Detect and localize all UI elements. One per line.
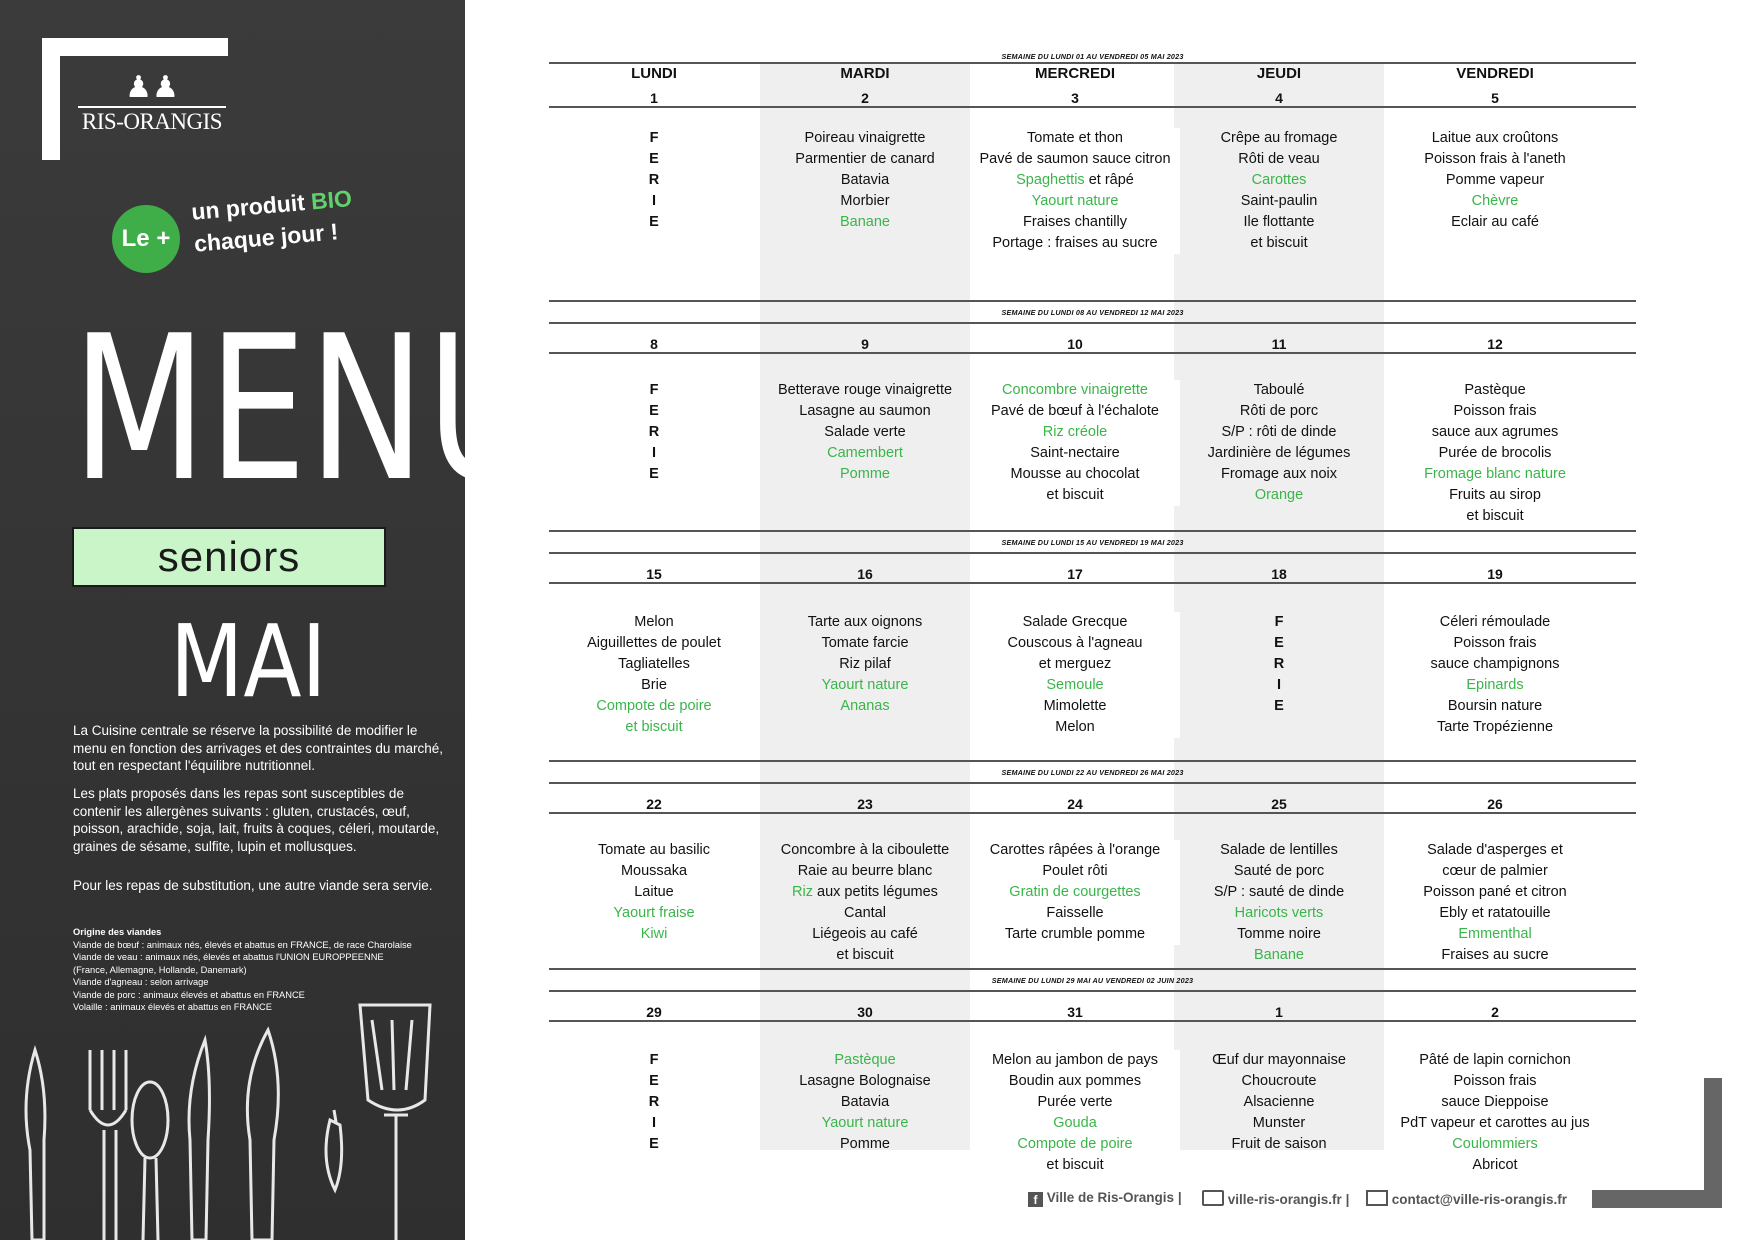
envelope-icon: [1366, 1190, 1388, 1206]
menu-item: Compote de poire: [596, 698, 712, 714]
menu-item: Moussaka: [620, 863, 688, 879]
day-number: 15: [646, 566, 662, 582]
menu-item: Laitue aux croûtons: [1431, 130, 1559, 146]
holiday-letter: E: [1274, 698, 1284, 714]
menu-cell: [760, 1050, 970, 1155]
menu-item: Riz aux petits légumes: [792, 884, 938, 900]
menu-item: sauce champignons: [1430, 656, 1560, 672]
menu-item: Alsacienne: [1243, 1094, 1315, 1110]
menu-item: Gouda: [1053, 1115, 1097, 1131]
holiday-letter: I: [651, 193, 657, 209]
day-number: 25: [1271, 796, 1287, 812]
corner-bracket-bottom: [1592, 1078, 1722, 1208]
menu-item: Sauté de porc: [1233, 863, 1325, 879]
menu-item: Ebly et ratatouille: [1439, 905, 1551, 921]
menu-item: Yaourt nature: [821, 677, 909, 693]
menu-item: Brie: [641, 677, 667, 693]
holiday-letter: F: [649, 130, 659, 146]
menu-item: Tomate et thon: [1027, 130, 1123, 146]
week-label: SEMAINE DU LUNDI 01 AU VENDREDI 05 MAI 2023: [1001, 52, 1184, 61]
menu-item: Haricots verts: [1234, 905, 1324, 921]
menu-item: Rôti de veau: [1238, 151, 1320, 167]
menu-item: Melon: [1055, 719, 1095, 735]
menu-item: Tomate farcie: [821, 635, 909, 651]
menu-item: Riz pilaf: [839, 656, 891, 672]
menu-item: Pastèque: [834, 1052, 896, 1068]
meat-origin: Origine des viandes Viande de bœuf : animaux nés, élevés et abattus en FRANCE, de race Charolaise Viande de veau : animaux nés, élevés et abattus l'UNION EUROPPEENNE (France, Allemagne, Hollande, Danemark) Viande d'agneau : selon arrivage Viande de porc : animaux élevés et abattus en FRANCE Volaille : animaux élevés et abattus en FRANCE: [73, 926, 463, 1014]
menu-item: Mimolette: [1043, 698, 1107, 714]
day-number: 31: [1067, 1004, 1083, 1020]
day-header-vendredi: VENDREDI: [1456, 65, 1534, 82]
menu-item: Poisson pané et citron: [1423, 884, 1567, 900]
menu-item: Choucroute: [1241, 1073, 1317, 1089]
utensils-illustration: [0, 990, 465, 1240]
day-number: 2: [1491, 1004, 1499, 1020]
menu-cell: [1390, 840, 1600, 966]
menu-item: Semoule: [1046, 677, 1104, 693]
menu-item: Chèvre: [1471, 193, 1519, 209]
menu-item: Mousse au chocolat: [1010, 466, 1140, 482]
menu-item: et biscuit: [1250, 235, 1308, 251]
menu-item: Poisson frais: [1453, 403, 1537, 419]
menu-item: Camembert: [827, 445, 903, 461]
holiday-letter: I: [1276, 677, 1282, 693]
menu-item: Concombre vinaigrette: [1002, 382, 1148, 398]
menu-item: Purée verte: [1037, 1094, 1113, 1110]
menu-item: Salade verte: [824, 424, 906, 440]
week-date-line: [549, 812, 1636, 814]
menu-item: Salade d'asperges et: [1427, 842, 1563, 858]
menu-cell: [760, 840, 970, 966]
menu-cell: [1390, 128, 1600, 233]
menu-item: Poulet rôti: [1042, 863, 1108, 879]
menu-cell: [1174, 840, 1384, 966]
week-separator: [549, 300, 1636, 302]
substitution-text: Pour les repas de substitution, une autre viande sera servie.: [73, 878, 433, 893]
menu-item: Carottes râpées à l'orange: [989, 842, 1161, 858]
menu-item: et biscuit: [1046, 487, 1104, 503]
menu-item: Banane: [840, 214, 890, 230]
menu-item: Melon au jambon de pays: [991, 1052, 1159, 1068]
menu-cell: [970, 128, 1180, 254]
menu-item: Compote de poire: [1017, 1136, 1133, 1152]
week-label: SEMAINE DU LUNDI 22 AU VENDREDI 26 MAI 2023: [1001, 768, 1184, 777]
week-top-line: [549, 990, 1636, 992]
menu-item: Couscous à l'agneau: [1007, 635, 1143, 651]
menu-cell: [1174, 612, 1384, 717]
menu-item: Tagliatelles: [618, 656, 690, 672]
day-number: 16: [857, 566, 873, 582]
menu-item: Aiguillettes de poulet: [587, 635, 721, 651]
week-separator: [549, 530, 1636, 532]
menu-item: Ile flottante: [1243, 214, 1315, 230]
menu-item: Tarte aux oignons: [807, 614, 923, 630]
menu-item: Fromage aux noix: [1220, 466, 1338, 482]
holiday-letter: E: [649, 403, 659, 419]
day-header-mardi: MARDI: [840, 65, 890, 82]
menu-item: Munster: [1252, 1115, 1306, 1131]
menu-item: Portage : fraises au sucre: [992, 235, 1158, 251]
menu-item: Pavé de saumon sauce citron: [979, 151, 1171, 167]
day-number: 12: [1487, 336, 1503, 352]
holiday-letter: E: [649, 214, 659, 230]
menu-item: Betterave rouge vinaigrette: [777, 382, 953, 398]
menu-item: Yaourt nature: [1031, 193, 1119, 209]
footer-website[interactable]: ville-ris-orangis.fr |: [1202, 1190, 1349, 1207]
menu-cell: [970, 1050, 1180, 1176]
menu-cell: [1174, 128, 1384, 254]
menu-cell: [549, 1050, 759, 1155]
menu-cell: [970, 840, 1180, 945]
week-date-line: [549, 1020, 1636, 1022]
week-top-line: [549, 62, 1636, 64]
menu-item: PdT vapeur et carottes au jus: [1400, 1115, 1590, 1131]
menu-item: Gratin de courgettes: [1009, 884, 1141, 900]
menu-item: Fruit de saison: [1231, 1136, 1327, 1152]
holiday-letter: F: [649, 1052, 659, 1068]
holiday-letter: E: [649, 466, 659, 482]
menu-item: Salade de lentilles: [1220, 842, 1338, 858]
menu-item: Boursin nature: [1447, 698, 1543, 714]
holiday-letter: E: [649, 1073, 659, 1089]
menu-cell: [1174, 380, 1384, 506]
menu-cell: [760, 380, 970, 485]
menu-item: et biscuit: [625, 719, 683, 735]
menu-cell: [970, 612, 1180, 738]
week-label: SEMAINE DU LUNDI 29 MAI AU VENDREDI 02 JUIN 2023: [991, 976, 1194, 985]
holiday-letter: R: [648, 424, 660, 440]
menu-item: Fromage blanc nature: [1424, 466, 1566, 482]
day-number: 1: [1275, 1004, 1283, 1020]
day-number: 4: [1275, 90, 1283, 106]
day-number: 3: [1071, 90, 1079, 106]
menu-item: Pomme: [840, 1136, 890, 1152]
week-top-line: [549, 322, 1636, 324]
menu-cell: [1174, 1050, 1384, 1155]
day-number: 29: [646, 1004, 662, 1020]
menu-item: Pastèque: [1464, 382, 1526, 398]
origin-title: Origine des viandes: [73, 927, 162, 937]
menu-item: Batavia: [840, 172, 890, 188]
day-number: 8: [650, 336, 658, 352]
menu-cell: [970, 380, 1180, 506]
day-number: 5: [1491, 90, 1499, 106]
menu-item: Emmenthal: [1458, 926, 1532, 942]
left-panel: [0, 0, 543, 1240]
day-number: 17: [1067, 566, 1083, 582]
day-number: 2: [861, 90, 869, 106]
menu-item: Poisson frais: [1453, 1073, 1537, 1089]
menu-item: Pomme vapeur: [1445, 172, 1545, 188]
menu-item: Pâté de lapin cornichon: [1419, 1052, 1571, 1068]
menu-item: Tarte crumble pomme: [1004, 926, 1146, 942]
menu-item: sauce aux agrumes: [1431, 424, 1559, 440]
menu-item: Purée de brocolis: [1438, 445, 1552, 461]
menu-item: Riz créole: [1042, 424, 1108, 440]
menu-cell: [1390, 380, 1600, 527]
menu-item: et biscuit: [836, 947, 894, 963]
holiday-letter: E: [649, 1136, 659, 1152]
menu-item: Liégeois au café: [812, 926, 918, 942]
menu-item: Tomate au basilic: [597, 842, 711, 858]
menu-item: et biscuit: [1466, 508, 1524, 524]
menu-item: Kiwi: [640, 926, 668, 942]
menu-item: Raie au beurre blanc: [797, 863, 933, 879]
day-header-jeudi: JEUDI: [1256, 65, 1302, 82]
holiday-letter: E: [1274, 635, 1284, 651]
menu-item: Faisselle: [1046, 905, 1104, 921]
menu-item: Coulommiers: [1452, 1136, 1538, 1152]
menu-item: Carottes: [1251, 172, 1307, 188]
menu-cell: [549, 128, 759, 233]
menu-item: Yaourt fraise: [613, 905, 695, 921]
holiday-letter: I: [651, 445, 657, 461]
menu-item: Œuf dur mayonnaise: [1212, 1052, 1346, 1068]
menu-item: S/P : rôti de dinde: [1221, 424, 1337, 440]
menu-cell: [760, 612, 970, 717]
footer-facebook[interactable]: f Ville de Ris-Orangis |: [1028, 1190, 1182, 1207]
holiday-letter: R: [1273, 656, 1285, 672]
week-label: SEMAINE DU LUNDI 15 AU VENDREDI 19 MAI 2023: [1001, 538, 1184, 547]
monitor-icon: [1202, 1190, 1224, 1206]
logo-figures-icon: ♟♟: [125, 71, 179, 104]
menu-item: Batavia: [840, 1094, 890, 1110]
menu-grid: [549, 52, 1636, 1173]
menu-cell: [549, 612, 759, 738]
day-header-lundi: LUNDI: [631, 65, 677, 82]
holiday-letter: I: [651, 1115, 657, 1131]
week-date-line: [549, 106, 1636, 108]
day-number: 9: [861, 336, 869, 352]
menu-item: Poireau vinaigrette: [804, 130, 926, 146]
week-separator: [549, 760, 1636, 762]
menu-item: Poisson frais: [1453, 635, 1537, 651]
menu-item: Banane: [1254, 947, 1304, 963]
week-label: SEMAINE DU LUNDI 08 AU VENDREDI 12 MAI 2023: [1001, 308, 1184, 317]
day-number: 19: [1487, 566, 1503, 582]
menu-item: S/P : sauté de dinde: [1213, 884, 1345, 900]
holiday-letter: R: [648, 172, 660, 188]
menu-item: Ananas: [840, 698, 890, 714]
menu-item: Orange: [1254, 487, 1304, 503]
day-number: 1: [650, 90, 658, 106]
seniors-label: seniors: [72, 527, 386, 587]
footer-email[interactable]: contact@ville-ris-orangis.fr: [1366, 1190, 1567, 1207]
disclaimer-text: La Cuisine centrale se réserve la possibilité de modifier le menu en fonction des arrivages et des contraintes du marché, tout en respectant l'équilibre nutritionnel.: [73, 723, 443, 773]
holiday-letter: F: [1274, 614, 1284, 630]
menu-item: Boudin aux pommes: [1008, 1073, 1142, 1089]
menu-item: Lasagne Bolognaise: [799, 1073, 931, 1089]
menu-item: Abricot: [1472, 1157, 1518, 1173]
menu-item: Fraises chantilly: [1023, 214, 1127, 230]
menu-item: Lasagne au saumon: [799, 403, 931, 419]
week-top-line: [549, 782, 1636, 784]
day-number: 10: [1067, 336, 1083, 352]
week-top-line: [549, 552, 1636, 554]
week-separator: [549, 968, 1636, 970]
menu-item: Poisson frais à l'aneth: [1424, 151, 1566, 167]
allergens-text: Les plats proposés dans les repas sont susceptibles de contenir les allergènes suivants : gluten, crustacés, œuf, poisson, arachide, soja, lait, fruits à coques, céleri, moutarde, graines de sésame, sulfite, lupin et mollusques.: [73, 786, 440, 854]
corner-bar: [1600, 1190, 1722, 1208]
city-logo: [72, 72, 232, 134]
day-number: 23: [857, 796, 873, 812]
menu-item: Eclair au café: [1451, 214, 1539, 230]
menu-item: Concombre à la ciboulette: [780, 842, 950, 858]
menu-item: Tarte Tropézienne: [1436, 719, 1554, 735]
menu-item: Tomme noire: [1237, 926, 1321, 942]
menu-item: Yaourt nature: [821, 1115, 909, 1131]
menu-item: Crêpe au fromage: [1220, 130, 1338, 146]
menu-item: Rôti de porc: [1239, 403, 1319, 419]
day-number: 11: [1271, 336, 1287, 352]
menu-item: Taboulé: [1253, 382, 1305, 398]
menu-item: Jardinière de légumes: [1207, 445, 1351, 461]
holiday-letter: R: [648, 1094, 660, 1110]
day-number: 26: [1487, 796, 1503, 812]
menu-item: Salade Grecque: [1022, 614, 1128, 630]
menu-item: Fraises au sucre: [1441, 947, 1549, 963]
menu-cell: [549, 840, 759, 945]
menu-title: MENU: [72, 293, 543, 526]
menu-item: Parmentier de canard: [795, 151, 935, 167]
menu-item: Pavé de bœuf à l'échalote: [990, 403, 1159, 419]
menu-item: et biscuit: [1046, 1157, 1104, 1173]
menu-item: cœur de palmier: [1442, 863, 1548, 879]
menu-item: Melon: [634, 614, 674, 630]
holiday-letter: F: [649, 382, 659, 398]
menu-cell: [1390, 612, 1600, 738]
menu-item: Cantal: [844, 905, 886, 921]
week-date-line: [549, 352, 1636, 354]
facebook-icon: f: [1028, 1192, 1043, 1207]
menu-item: Laitue: [634, 884, 674, 900]
menu-cell: [1390, 1050, 1600, 1176]
menu-item: sauce Dieppoise: [1441, 1094, 1549, 1110]
bio-tagline: un produit BIO chaque jour !: [190, 184, 353, 257]
day-number: 30: [857, 1004, 873, 1020]
logo-name: RIS-ORANGIS: [81, 109, 223, 134]
bio-badge: Le +: [112, 205, 180, 273]
menu-item: Saint-nectaire: [1030, 445, 1120, 461]
menu-item: Saint-paulin: [1240, 193, 1318, 209]
day-header-mercredi: MERCREDI: [1034, 65, 1115, 82]
menu-item: Fruits au sirop: [1449, 487, 1541, 503]
menu-item: Morbier: [840, 193, 890, 209]
menu-item: et merguez: [1038, 656, 1112, 672]
day-number: 24: [1067, 796, 1083, 812]
menu-cell: [549, 380, 759, 485]
menu-item: Epinards: [1466, 677, 1524, 693]
menu-item: Pomme: [840, 466, 890, 482]
month-title: MAI: [170, 603, 327, 720]
holiday-letter: E: [649, 151, 659, 167]
week-date-line: [549, 582, 1636, 584]
day-number: 22: [646, 796, 662, 812]
day-number: 18: [1271, 566, 1287, 582]
menu-item: Céleri rémoulade: [1439, 614, 1551, 630]
menu-cell: [760, 128, 970, 233]
menu-item: Spaghettis et râpé: [1016, 172, 1134, 188]
